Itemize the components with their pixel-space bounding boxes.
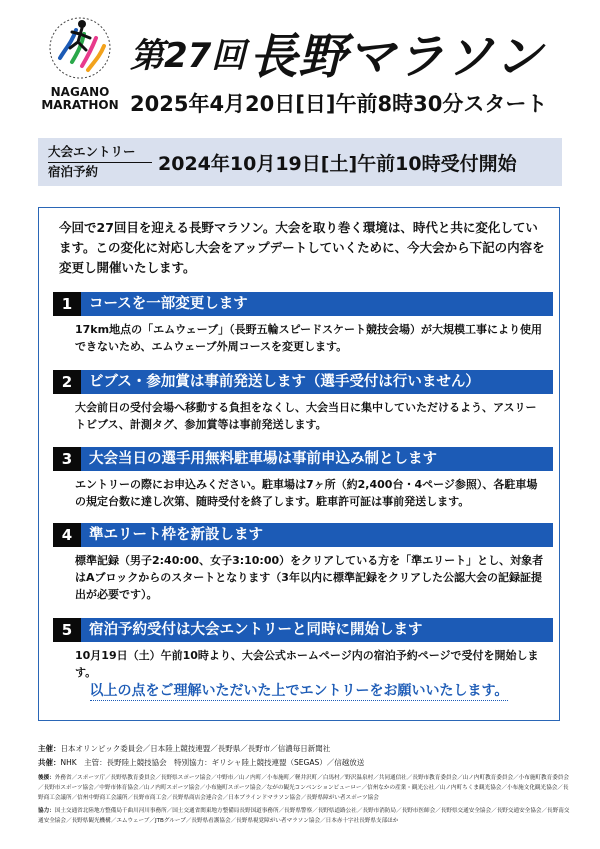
- change-item-number: 1: [53, 292, 81, 316]
- change-item-description: 大会前日の受付会場へ移動する負担をなくし、大会当日に集中していただけるよう、アスリートビブス、計測タグ、参加賞等は事前発送します。: [75, 401, 537, 431]
- closing-message: [39, 680, 559, 700]
- credit-cooperation-text: 国土交通省北陸地方整備局千曲川河川事務所／国土交通省関東地方整備局長野国道事務所／長野県警察／長野県道路公社／長野市消防局／長野市医師会／長野県交通安全協会／長野交通安全協会／長野南交通安全協会／長野県観光機構／エムウェーブ／JTBグループ／長野県看護協会／長野県視覚障がい者マラソン協会／日本赤十字社長野県支部ほか: [38, 808, 570, 824]
- change-item-header: [53, 447, 553, 471]
- change-item-title: 大会当日の選手用無料駐車場は事前申込み制とします: [89, 451, 437, 467]
- credit-cosponsor-label: 共催：: [38, 758, 61, 767]
- change-item-5: [53, 618, 553, 681]
- credit-organizer-text: 日本オリンピック委員会／日本陸上競技連盟／長野県／長野市／信濃毎日新聞社: [60, 744, 331, 753]
- change-item-2: [53, 370, 553, 433]
- closing-message-text: 以上の点をご理解いただいた上でエントリーをお願いいたします。: [89, 683, 509, 699]
- intro-paragraph: 今回で27回目を迎える長野マラソン。大会を取り巻く環境は、時代と共に変化しています。この変化に対応し大会をアップデートしていくために、今大会から下記の内容を変更し開催いたします。: [59, 220, 545, 275]
- change-item-title: コースを一部変更します: [89, 296, 248, 312]
- event-title: [130, 18, 590, 85]
- change-item-header: [53, 618, 553, 642]
- change-item-description: 10月19日（土）午前10時より、大会公式ホームページ内の宿泊予約ページで受付を開始します。: [75, 649, 539, 679]
- change-item-description: 17km地点の「エムウェーブ」（長野五輪スピードスケート競技会場）が大規模工事により使用できないため、エムウェーブ外周コースを変更します。: [75, 323, 543, 353]
- logo-text-nagano: NAGANO: [50, 85, 110, 99]
- entry-announcement-bar: [38, 138, 562, 186]
- change-item-title: 宿泊予約受付は大会エントリーと同時に開始します: [89, 622, 423, 638]
- change-item-number: 2: [53, 370, 81, 394]
- credit-cooperation-label: 協力：: [38, 808, 55, 814]
- entry-label-accommodation: 宿泊予約: [48, 164, 99, 179]
- event-edition: 第27回: [130, 36, 246, 76]
- change-item-header: [53, 523, 553, 547]
- logo-text-marathon: MARATHON: [41, 98, 119, 112]
- entry-label-tournament: 大会エントリー: [48, 143, 152, 163]
- credit-support: [38, 773, 570, 803]
- nagano-marathon-logo: [32, 12, 128, 112]
- change-item-title: ビブス・参加賞は事前発送します（選手受付は行いません）: [89, 374, 480, 390]
- credit-support-label: 後援：: [38, 775, 55, 781]
- credit-cooperation: [38, 806, 570, 826]
- change-item-title: 準エリート枠を新設します: [89, 527, 263, 543]
- entry-start-datetime: 2024年10月19日[土]午前10時受付開始: [158, 153, 517, 175]
- change-item-description: エントリーの際にお申込みください。駐車場は7ヶ所（約2,400台・4ページ参照）、各駐車場の規定台数に達し次第、随時受付を終了します。駐車許可証は事前発送します。: [75, 478, 538, 508]
- credit-support-text: 外務省／スポーツ庁／長野県教育委員会／長野県スポーツ協会／中野市／山ノ内町／小布施町／軽井沢町／白馬村／野沢温泉村／共同通信社／長野市教育委員会／山ノ内町教育委員会／小布施町教育委員会／長野市スポーツ協会／中野市体育協会／山ノ内町スポーツ協会／小布施町スポーツ協会／ながの観光コンベンションビューロー／信州なかの産業・観光公社／山ノ内町ちくま観光協会／小布施文化観光協会／長野商工会議所／信州中野商工会議所／長野市商工会／長野県商店会連合会／日本ブラインドマラソン協会／長野県障がい者スポーツ協会: [38, 775, 569, 801]
- credit-organizer-label: 主催：: [38, 744, 61, 753]
- credit-cosponsor-text: NHK 主管：長野陸上競技協会 特別協力：ギリシャ陸上競技連盟（SEGAS）／信越放送: [60, 758, 365, 767]
- credit-cosponsor: [38, 757, 364, 768]
- change-item-number: 5: [53, 618, 81, 642]
- change-item-4: [53, 523, 553, 603]
- credit-organizer: [38, 743, 330, 754]
- change-item-header: [53, 370, 553, 394]
- runner-emblem-icon: [42, 12, 118, 84]
- event-name: 長野マラソン: [249, 29, 544, 85]
- change-item-number: 4: [53, 523, 81, 547]
- change-item-1: [53, 292, 553, 355]
- changes-notice-box: [38, 207, 560, 721]
- entry-labels: [48, 143, 152, 181]
- change-item-3: [53, 447, 553, 510]
- change-item-header: [53, 292, 553, 316]
- race-start-datetime: 2025年4月20日[日]午前8時30分スタート: [130, 92, 548, 116]
- change-item-number: 3: [53, 447, 81, 471]
- change-item-description: 標準記録（男子2:40:00、女子3:10:00）をクリアしている方を「準エリート」とし、対象者はAブロックからのスタートとなります（3年以内に標準記録をクリアした公認大会の記録証提出が必要です）。: [75, 554, 544, 601]
